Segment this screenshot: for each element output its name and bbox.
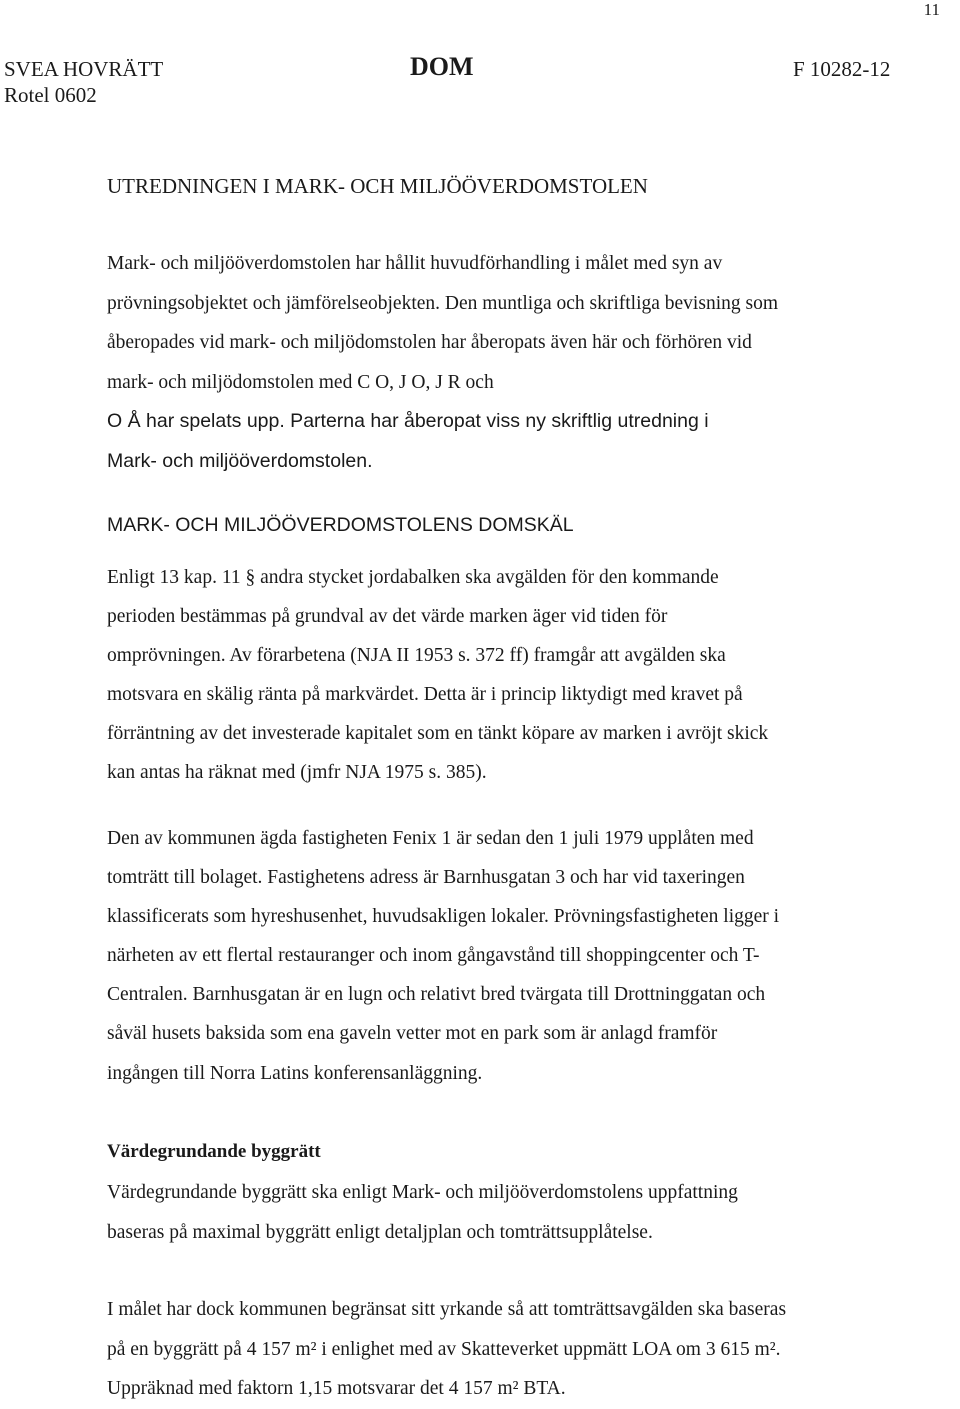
section-heading-building-rights: Värdegrundande byggrätt	[107, 1141, 321, 1162]
text-line: motsvara en skälig ränta på markvärdet. Detta är i princip liktydigt med kravet på	[107, 684, 743, 706]
text-line: Den av kommunen ägda fastigheten Fenix 1 är sedan den 1 juli 1979 upplåten med	[107, 828, 754, 849]
text-line: närheten av ett flertal restauranger och inom gångavstånd till shoppingcenter och T-	[107, 945, 760, 967]
case-number: F 10282-12	[793, 57, 891, 81]
paragraph-municipality-claim	[107, 1290, 907, 1409]
text-line: perioden bestämmas på grundval av det värde marken äger vid tiden för	[107, 606, 668, 628]
text-line: Enligt 13 kap. 11 § andra stycket jordabalken ska avgälden för den kommande	[107, 567, 719, 588]
text-line: på en byggrätt på 4 157 m² i enlighet med av Skatteverket uppmätt LOA om 3 615 m².	[107, 1338, 781, 1360]
document-type: DOM	[410, 52, 474, 81]
text-line: baseras på maximal byggrätt enligt detaljplan och tomträttsupplåtelse.	[107, 1221, 653, 1243]
text-line: förräntning av det investerade kapitalet som en tänkt köpare av marken i avröjt skick	[107, 723, 769, 745]
text-line: O Å har spelats upp. Parterna har åberopat viss ny skriftlig utredning i	[107, 410, 709, 433]
text-line: I målet har dock kommunen begränsat sitt yrkande så att tomträttsavgälden ska baseras	[107, 1299, 787, 1320]
department: Rotel 0602	[4, 83, 97, 107]
paragraph-building-rights	[107, 1173, 907, 1252]
text-line: Värdegrundande byggrätt ska enligt Mark- och miljööverdomstolens uppfattning	[107, 1182, 738, 1203]
text-line: Mark- och miljööverdomstolen.	[107, 449, 373, 472]
section-heading-investigation: UTREDNINGEN I MARK- OCH MILJÖÖVERDOMSTOLEN	[107, 174, 648, 198]
text-line: prövningsobjektet och jämförelseobjekten. Den muntliga och skriftliga bevisning som	[107, 292, 778, 314]
text-line: ingången till Norra Latins konferensanläggning.	[107, 1062, 483, 1084]
text-line: klassificerats som hyreshusenhet, huvudsakligen lokaler. Prövningsfastigheten ligger i	[107, 906, 780, 928]
paragraph-investigation	[107, 244, 907, 482]
text-line: tomträtt till bolaget. Fastighetens adress är Barnhusgatan 3 och har vid taxeringen	[107, 867, 745, 889]
text-line: kan antas ha räknat med (jmfr NJA 1975 s. 385).	[107, 762, 487, 784]
page-number: 11	[923, 0, 940, 19]
text-line: såväl husets baksida som ena gaveln vetter mot en park som är anlagd framför	[107, 1023, 718, 1045]
text-line: omprövningen. Av förarbetena (NJA II 1953 s. 372 ff) framgår att avgälden ska	[107, 645, 726, 667]
paragraph-property-description	[107, 819, 907, 1093]
text-line: åberopades vid mark- och miljödomstolen har åberopats även här och förhören vid	[107, 332, 752, 354]
text-line: Mark- och miljööverdomstolen har hållit huvudförhandling i målet med syn av	[107, 253, 723, 274]
section-heading-reasons: MARK- OCH MILJÖÖVERDOMSTOLENS DOMSKÄL	[107, 514, 574, 536]
paragraph-legal-basis	[107, 558, 907, 793]
text-line: mark- och miljödomstolen med C O, J O, J R och	[107, 371, 494, 393]
text-line: Centralen. Barnhusgatan är en lugn och relativt bred tvärgata till Drottninggatan och	[107, 984, 766, 1006]
court-name: SVEA HOVRÄTT	[4, 57, 164, 81]
text-line: Uppräknad med faktorn 1,15 motsvarar det 4 157 m² BTA.	[107, 1378, 566, 1399]
